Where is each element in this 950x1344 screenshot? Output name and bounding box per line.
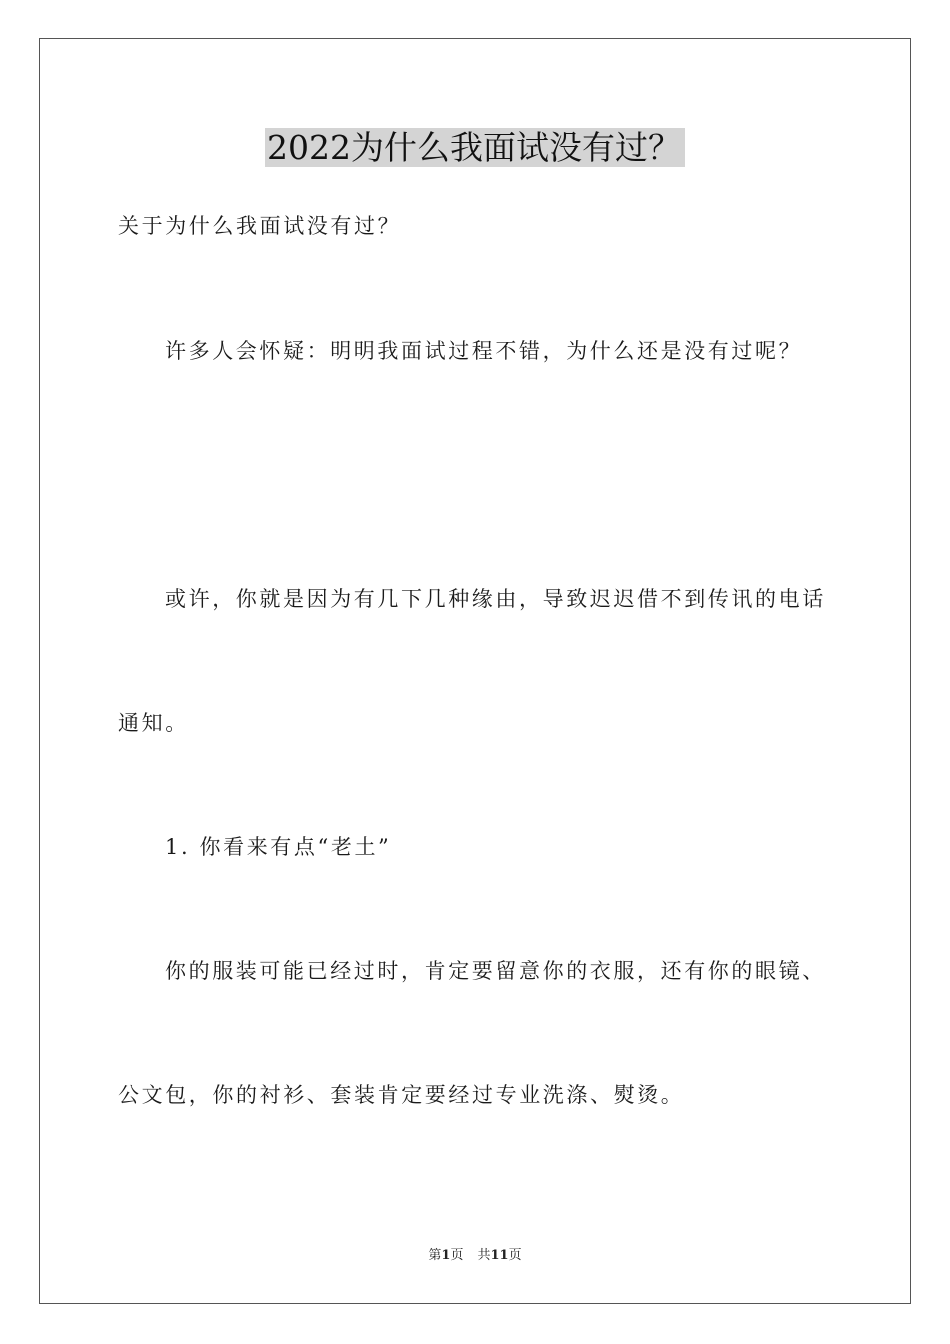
paragraph-clothing-line1: 你的服装可能已经过时，肯定要留意你的衣服，还有你的眼镜、 bbox=[165, 959, 826, 983]
document-title bbox=[0, 128, 950, 168]
list-item-heading-1: 1. 你看来有点“老土” bbox=[165, 835, 392, 859]
footer-page-unit: 页 bbox=[450, 1248, 464, 1263]
footer-total-prefix: 共 bbox=[477, 1248, 491, 1263]
paragraph-reason-line1: 或许，你就是因为有几下几种缘由，导致迟迟借不到传讯的电话 bbox=[165, 587, 826, 611]
page-footer bbox=[0, 1248, 950, 1264]
footer-total-pages: 11 bbox=[490, 1248, 509, 1263]
footer-page-number: 1 bbox=[441, 1248, 451, 1263]
footer-page-prefix: 第 bbox=[428, 1248, 442, 1263]
paragraph-question: 许多人会怀疑：明明我面试过程不错，为什么还是没有过呢？ bbox=[165, 339, 803, 363]
paragraph-clothing-line2: 公文包，你的衬衫、套装肯定要经过专业洗涤、熨烫。 bbox=[118, 1083, 685, 1107]
paragraph-reason-line2: 通知。 bbox=[118, 711, 189, 735]
paragraph-intro: 关于为什么我面试没有过？ bbox=[118, 214, 402, 238]
document-title-text: 2022为什么我面试没有过？ bbox=[265, 128, 685, 167]
footer-total-unit: 页 bbox=[508, 1248, 522, 1263]
